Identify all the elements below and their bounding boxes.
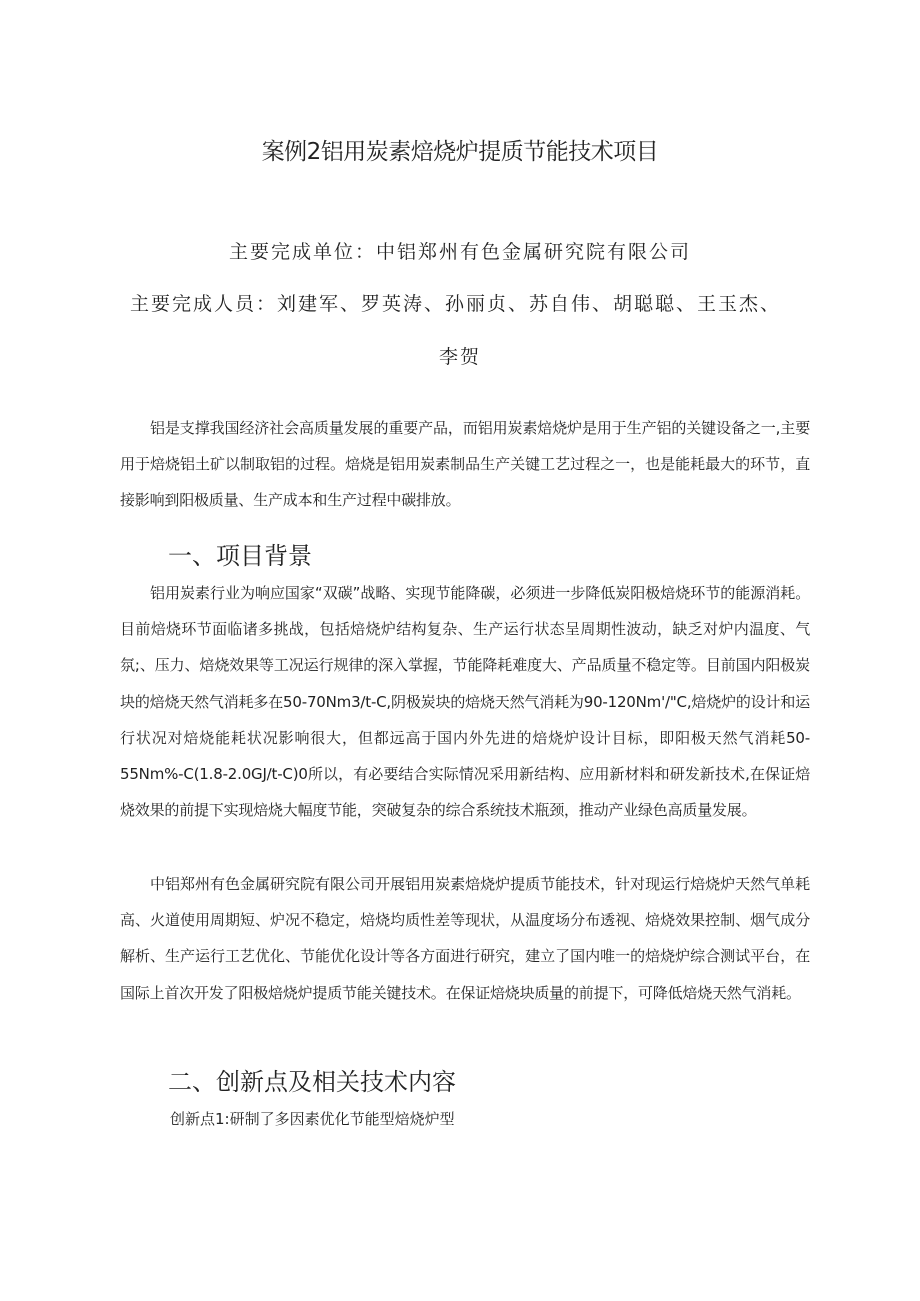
completion-personnel-continued: 李贺 (438, 346, 481, 368)
section-heading-background: 一、项目背景 (168, 542, 312, 570)
intro-paragraph: 铝是支撑我国经济社会高质量发展的重要产品，而铝用炭素焙烧炉是用于生产铝的关键设备之一,主要用于焙烧铝土矿以制取铝的过程。焙烧是铝用炭素制品生产关键工艺过程之一，也是能耗最大的环节，直接影响到阳极质量、生产成本和生产过程中碳排放。 (120, 419, 810, 510)
document-title: 案例2铝用炭素焙烧炉提质节能技术项目 (261, 139, 659, 165)
section-heading-innovation: 二、创新点及相关技术内容 (168, 1068, 456, 1096)
background-paragraph-2: 中铝郑州有色金属研究院有限公司开展铝用炭素焙烧炉提质节能技术，针对现运行焙烧炉天然气单耗高、火道使用周期短、炉况不稳定，焙烧均质性差等现状，从温度场分布透视、焙烧效果控制、烟气成分解析、生产运行工艺优化、节能优化设计等各方面进行研究，建立了国内唯一的焙烧炉综合测试平台，在国际上首次开发了阳极焙烧炉提质节能关键技术。在保证焙烧块质量的前提下，可降低焙烧天然气消耗。 (120, 875, 810, 1002)
innovation-point-1: 创新点1:研制了多因素优化节能型焙烧炉型 (170, 1110, 455, 1128)
background-paragraph-1: 铝用炭素行业为响应国家“双碳”战略、实现节能降碳，必须进一步降低炭阳极焙烧环节的能源消耗。目前焙烧环节面临诸多挑战，包括焙烧炉结构复杂、生产运行状态呈周期性波动，缺乏对炉内温度、气氛;、压力、焙烧效果等工况运行规律的深入掌握，节能降耗难度大、产品质量不稳定等。目前国内阳极炭块的焙烧天然气消耗多在50-70Nm3∕t-C,阴极炭块的焙烧天然气消耗为90-120Nm'/"C,焙烧炉的设计和运行状况对焙烧能耗状况影响很大，但都远高于国内外先进的焙烧炉设计目标，即阳极天然气消耗50-55Nm%-C(1.8-2.0GJ∕t-C)0所以，有必要结合实际情况采用新结构、应用新材料和研发新技术,在保证焙烧效果的前提下实现焙烧大幅度节能，突破复杂的综合系统技术瓶颈，推动产业绿色高质量发展。 (120, 584, 810, 820)
completion-unit: 主要完成单位：中铝郑州有色金属研究院有限公司 (228, 241, 691, 263)
completion-personnel: 主要完成人员：刘建军、罗英涛、孙丽贞、苏自伟、胡聪聪、王玉杰、 (130, 293, 782, 315)
